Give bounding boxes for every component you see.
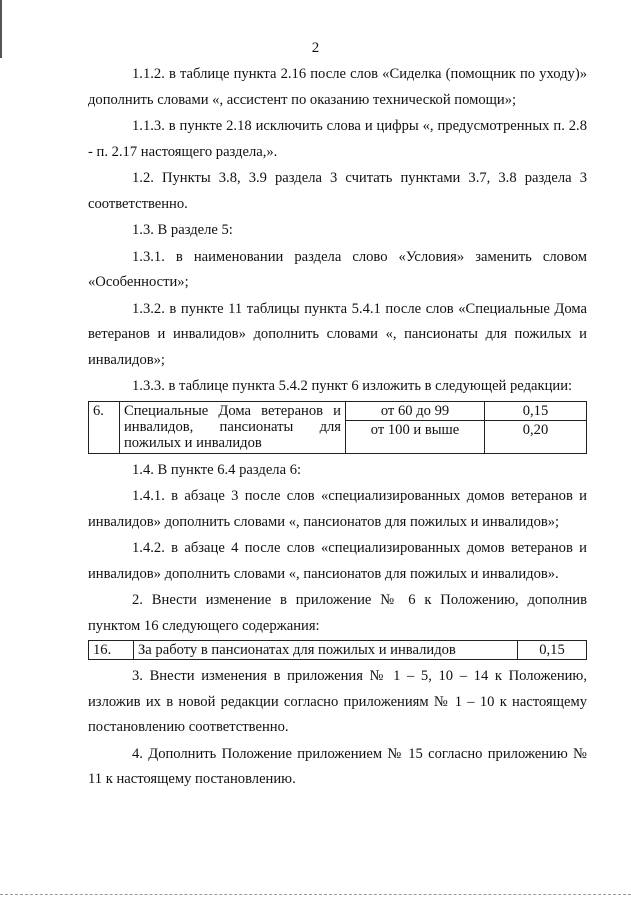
table-row (89, 401, 587, 420)
paragraph-1-3-3: 1.3.3. в таблице пункта 5.4.2 пункт 6 изложить в следующей редакции: (132, 378, 573, 394)
paragraph-2: 2. Внести изменение в приложение № 6 к Положению, дополнив пунктом 16 следующего содержания: (88, 592, 587, 634)
paragraph-1-4-2: 1.4.2. в абзаце 4 после слов «специализированных домов ветеранов и инвалидов» дополнить словами «, пансионатов для пожилых и инвалидов». (88, 540, 587, 582)
table-cell-coefficient: 0,15 (485, 401, 587, 420)
paragraph-1-1-2: 1.1.2. в таблице пункта 2.16 после слов «Сиделка (помощник по уходу)» дополнить словами «, ассистент по оказанию технической помощи»; (88, 66, 587, 108)
paragraph-1-4: 1.4. В пункте 6.4 раздела 6: (132, 461, 302, 478)
table-cell-name-line: Специальные Дома ветеранов и (124, 402, 341, 419)
table-cell-range: от 60 до 99 (346, 401, 485, 420)
paragraph-1-3: 1.3. В разделе 5: (132, 222, 233, 238)
table-cell-coefficient: 0,20 (485, 420, 587, 453)
table-cell-range: от 100 и выше (346, 420, 485, 453)
amendment-table-item-16 (88, 640, 587, 660)
document-body (88, 62, 587, 794)
table-cell-text: За работу в пансионатах для пожилых и инвалидов (134, 641, 518, 660)
table-cell-number: 6. (89, 401, 120, 453)
page-number: 2 (311, 40, 320, 56)
scan-edge-bottom (0, 894, 631, 895)
table-cell-name-line: пожилых и инвалидов (124, 434, 262, 451)
table-cell-name (120, 401, 346, 453)
paragraph-1-3-1: 1.3.1. в наименовании раздела слово «Условия» заменить словом «Особенности»; (88, 248, 587, 290)
table-cell-number: 16. (89, 641, 134, 660)
table-cell-name-line: инвалидов, пансионаты для (124, 418, 341, 435)
amendment-table-item-6 (88, 401, 587, 454)
paragraph-3: 3. Внести изменения в приложения № 1 – 5, 10 – 14 к Положению, изложив их в новой редакции согласно приложениям № 1 – 10 к настоящему постановлению соответственно. (88, 668, 587, 735)
paragraph-1-3-2: 1.3.2. в пункте 11 таблицы пункта 5.4.1 после слов «Специальные Дома ветеранов и инвалидов» дополнить словами «, пансионаты для пожилых и инвалидов»; (88, 300, 587, 368)
paragraph-1-2: 1.2. Пункты 3.8, 3.9 раздела 3 считать пунктами 3.7, 3.8 раздела 3 соответственно. (88, 170, 587, 212)
paragraph-4: 4. Дополнить Положение приложением № 15 согласно приложению № 11 к настоящему постановлению. (88, 745, 587, 787)
table-row (89, 641, 587, 660)
table-cell-coefficient: 0,15 (518, 641, 587, 660)
paragraph-1-1-3: 1.1.3. в пункте 2.18 исключить слова и цифры «, предусмотренных п. 2.8 - п. 2.17 настоящего раздела,». (88, 118, 587, 160)
paragraph-1-4-1: 1.4.1. в абзаце 3 после слов «специализированных домов ветеранов и инвалидов» дополнить словами «, пансионатов для пожилых и инвалидов»; (88, 488, 587, 530)
